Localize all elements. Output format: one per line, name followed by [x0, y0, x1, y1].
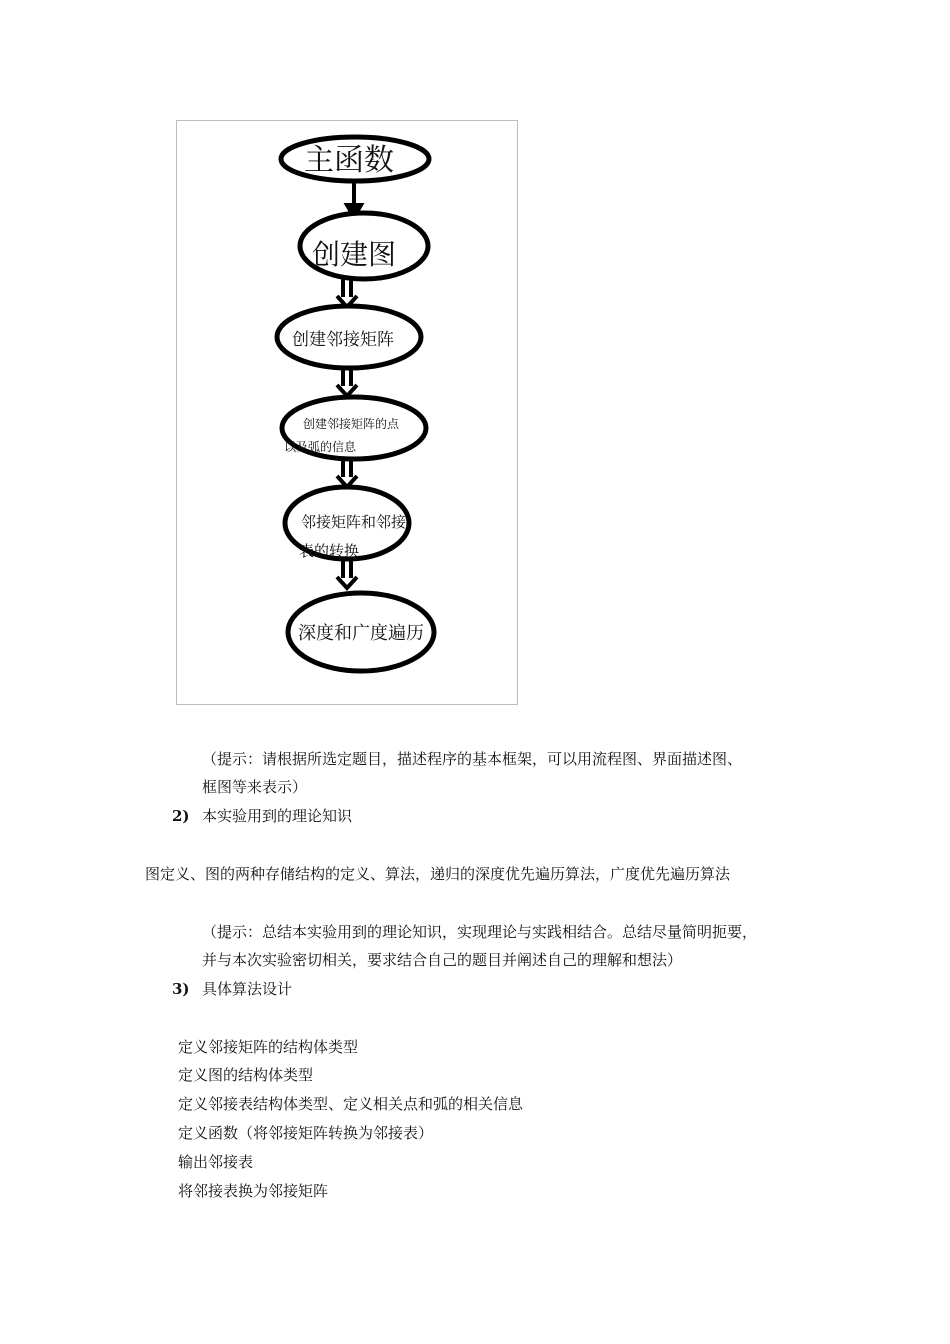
flowchart-figure: [176, 120, 518, 705]
svg-text:以及弧的信息: 以及弧的信息: [284, 440, 357, 454]
flow-arrow: [337, 558, 357, 588]
flow-node-dfs-bfs-traversal: [288, 593, 434, 671]
flowchart-svg: [177, 121, 519, 706]
svg-text:创建邻接矩阵的点: 创建邻接矩阵的点: [303, 417, 400, 431]
algorithm-item: 定义图的结构体类型: [178, 1066, 314, 1084]
flow-node-create-vertex-arc-info: [282, 397, 426, 459]
section3-title: 具体算法设计: [202, 980, 293, 998]
section2-title: 本实验用到的理论知识: [202, 807, 353, 825]
svg-text:表的转换: 表的转换: [299, 542, 360, 560]
svg-text:深度和广度遍历: 深度和广度遍历: [298, 623, 424, 644]
algorithm-item: 定义邻接表结构体类型、定义相关点和弧的相关信息: [178, 1095, 524, 1113]
svg-text:创建邻接矩阵: 创建邻接矩阵: [292, 330, 394, 350]
section2-body: 图定义、图的两种存储结构的定义、算法，递归的深度优先遍历算法，广度优先遍历算法: [145, 865, 731, 883]
section3-number: 3): [172, 980, 190, 998]
flow-node-matrix-list-conversion: [285, 487, 409, 560]
hint2-line2: 并与本次实验密切相关，要求结合自己的题目并阐述自己的理解和想法）: [202, 951, 683, 969]
svg-text:创建图: 创建图: [311, 238, 397, 271]
flow-node-create-graph: [300, 213, 428, 279]
hint1-line2: 框图等来表示）: [202, 778, 308, 796]
hint2-line1: （提示：总结本实验用到的理论知识，实现理论与实践相结合。总结尽量简明扼要，: [202, 923, 758, 941]
flow-node-main-function: [281, 137, 429, 181]
algorithm-item: 将邻接表换为邻接矩阵: [178, 1182, 329, 1200]
algorithm-item: 定义函数（将邻接矩阵转换为邻接表）: [178, 1124, 434, 1142]
svg-text:邻接矩阵和邻接: 邻接矩阵和邻接: [301, 513, 407, 531]
hint1-line1: （提示：请根据所选定题目，描述程序的基本框架，可以用流程图、界面描述图、: [202, 750, 743, 768]
section2-number: 2): [172, 807, 190, 825]
algorithm-item: 输出邻接表: [178, 1153, 254, 1171]
flow-node-create-adjacency-matrix: [277, 306, 421, 368]
algorithm-item: 定义邻接矩阵的结构体类型: [178, 1038, 359, 1056]
svg-text:主函数: 主函数: [304, 143, 394, 178]
flow-arrow: [337, 366, 357, 396]
